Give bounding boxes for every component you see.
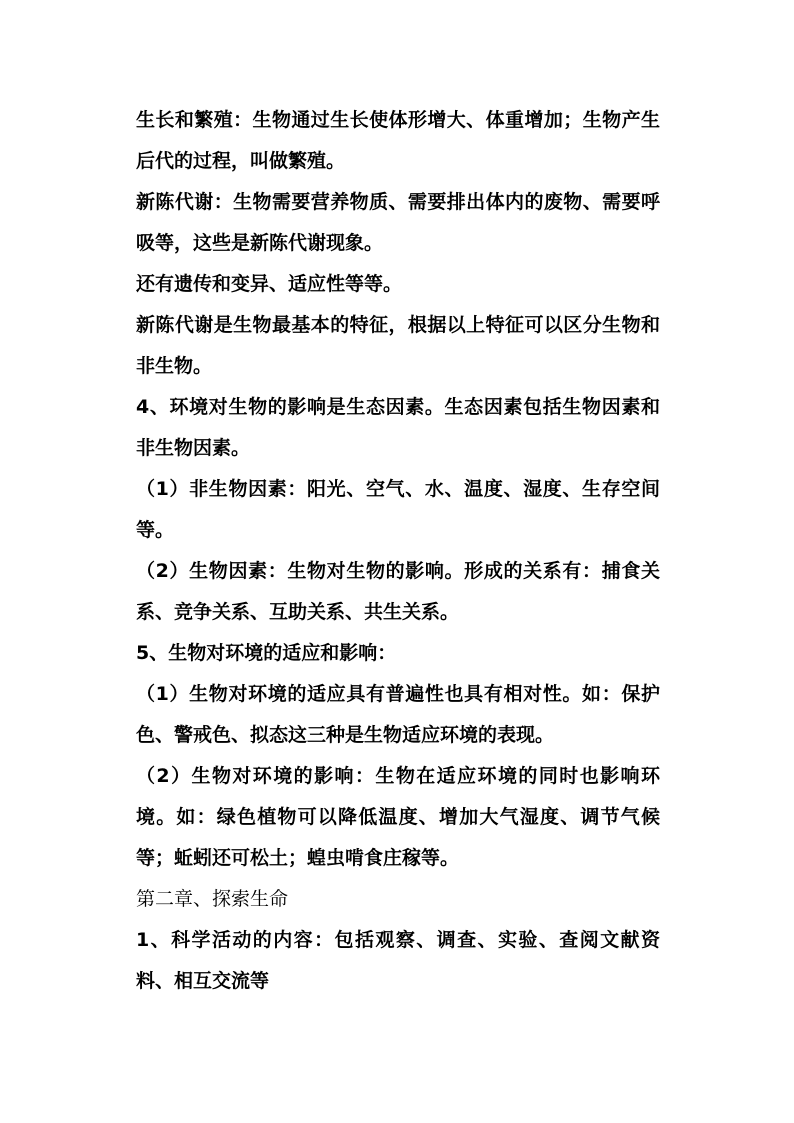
paragraph-section-5-1: （1）生物对环境的适应具有普遍性也具有相对性。如：保护色、警戒色、拟态这三种是生物适应环境的表现。 bbox=[136, 683, 660, 746]
heading-chapter-2: 第二章、探索生命 bbox=[136, 888, 289, 910]
document-body bbox=[136, 100, 660, 1002]
paragraph-heredity: 还有遗传和变异、适应性等等。 bbox=[136, 273, 403, 295]
paragraph-growth-reproduction: 生长和繁殖：生物通过生长使体形增大、体重增加；生物产生后代的过程，叫做繁殖。 bbox=[136, 109, 660, 172]
paragraph-chapter-2-1: 1、科学活动的内容：包括观察、调查、实验、查阅文献资料、相互交流等 bbox=[136, 929, 660, 992]
paragraph-section-5: 5、生物对环境的适应和影响： bbox=[136, 642, 397, 664]
paragraph-section-4-1: （1）非生物因素：阳光、空气、水、温度、湿度、生存空间等。 bbox=[136, 478, 660, 541]
paragraph-section-4-2: （2）生物因素：生物对生物的影响。形成的关系有：捕食关系、竞争关系、互助关系、共生关系。 bbox=[136, 560, 660, 623]
paragraph-metabolism: 新陈代谢：生物需要营养物质、需要排出体内的废物、需要呼吸等，这些是新陈代谢现象。 bbox=[136, 191, 660, 254]
paragraph-section-5-2: （2）生物对环境的影响：生物在适应环境的同时也影响环境。如：绿色植物可以降低温度、增加大气湿度、调节气候等；蚯蚓还可松土；蝗虫啃食庄稼等。 bbox=[136, 765, 660, 869]
paragraph-section-4: 4、环境对生物的影响是生态因素。生态因素包括生物因素和非生物因素。 bbox=[136, 396, 660, 459]
paragraph-metabolism-basic: 新陈代谢是生物最基本的特征，根据以上特征可以区分生物和非生物。 bbox=[136, 314, 660, 377]
